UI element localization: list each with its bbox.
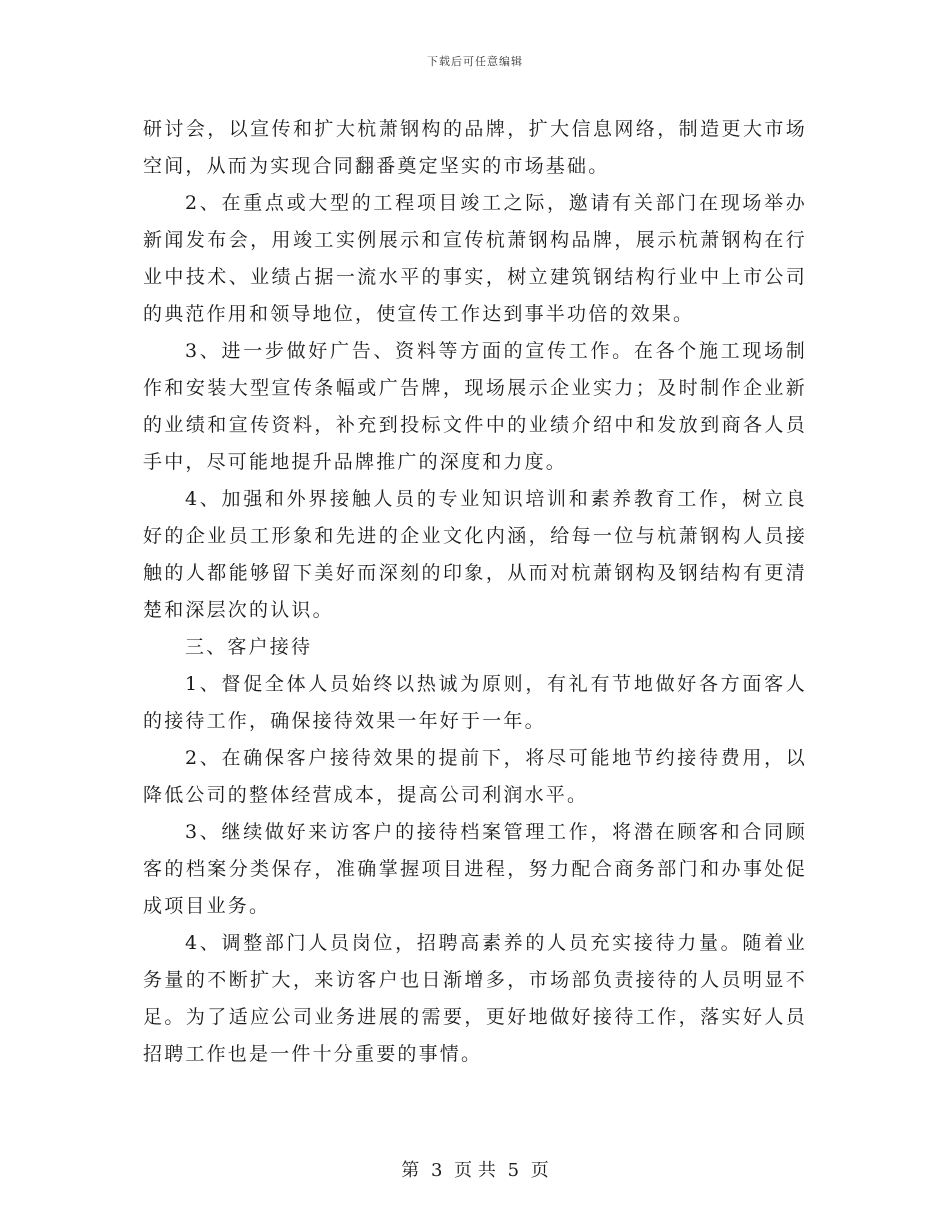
paragraph: 研讨会，以宣传和扩大杭萧钢构的品牌，扩大信息网络，制造更大市场空间，从而为实现合同翻番奠定坚实的市场基础。 bbox=[143, 118, 807, 177]
section-heading: 三、客户接待 bbox=[185, 636, 313, 658]
footer-prefix: 第 bbox=[401, 1160, 420, 1181]
paragraph: 3、进一步做好广告、资料等方面的宣传工作。在各个施工现场制作和安装大型宣传条幅或广告牌，现场展示企业实力；及时制作企业新的业绩和宣传资料，补充到投标文件中的业绩介绍中和发放到商各人员手中，尽可能地提升品牌推广的深度和力度。 bbox=[143, 340, 807, 473]
paragraph: 2、在确保客户接待效果的提前下，将尽可能地节约接待费用，以降低公司的整体经营成本，提高公司利润水平。 bbox=[143, 747, 807, 806]
paragraph: 4、调整部门人员岗位，招聘高素养的人员充实接待力量。随着业务量的不断扩大，来访客户也日渐增多，市场部负责接待的人员明显不足。为了适应公司业务进展的需要，更好地做好接待工作，落实好人员招聘工作也是一件十分重要的事情。 bbox=[143, 932, 807, 1065]
paragraph: 1、督促全体人员始终以热诚为原则，有礼有节地做好各方面客人的接待工作，确保接待效果一年好于一年。 bbox=[143, 673, 807, 732]
footer-middle: 页 共 bbox=[454, 1160, 496, 1181]
paragraph: 2、在重点或大型的工程项目竣工之际，邀请有关部门在现场举办新闻发布会，用竣工实例展示和宣传杭萧钢构品牌，展示杭萧钢构在行业中技术、业绩占据一流水平的事实，树立建筑钢结构行业中上市公司的典范作用和领导地位，使宣传工作达到事半功倍的效果。 bbox=[143, 192, 807, 325]
total-page-count: 5 bbox=[507, 1160, 520, 1181]
current-page-number: 3 bbox=[430, 1160, 443, 1181]
page-number-footer bbox=[0, 1156, 950, 1182]
paragraph: 3、继续做好来访客户的接待档案管理工作，将潜在顾客和合同顾客的档案分类保存，准确掌握项目进程，努力配合商务部门和办事处促成项目业务。 bbox=[143, 821, 807, 917]
paragraph: 4、加强和外界接触人员的专业知识培训和素养教育工作，树立良好的企业员工形象和先进的企业文化内涵，给每一位与杭萧钢构人员接触的人都能够留下美好而深刻的印象，从而对杭萧钢构及钢结构有更清楚和深层次的认识。 bbox=[143, 488, 807, 621]
document-body bbox=[143, 111, 807, 1073]
page-header: 下载后可任意编辑 bbox=[427, 55, 523, 68]
footer-suffix: 页 bbox=[530, 1160, 549, 1181]
